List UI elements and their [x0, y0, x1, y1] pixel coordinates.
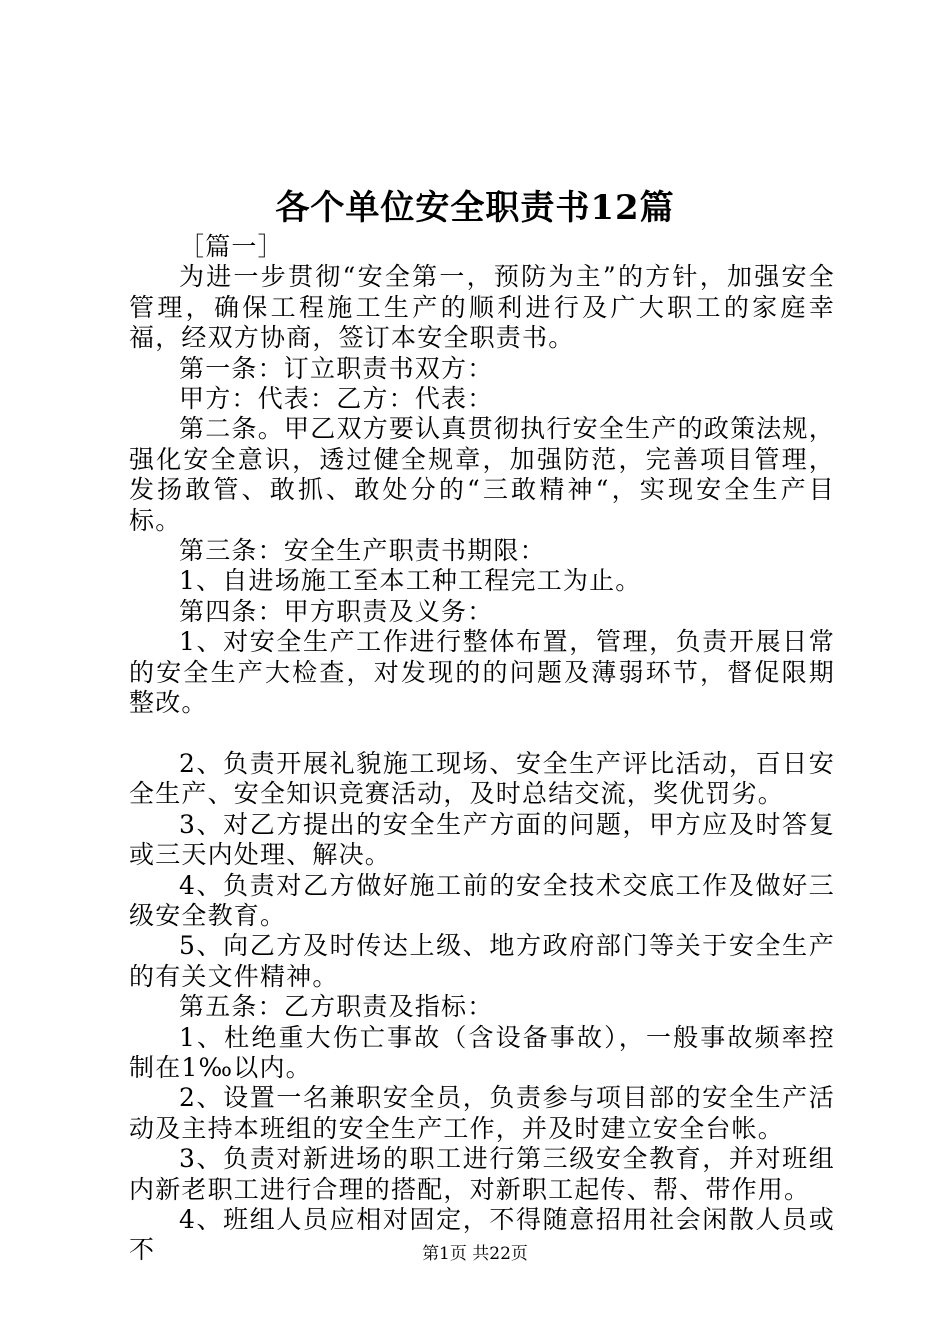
paragraph: 第三条：安全生产职责书期限：: [179, 536, 546, 566]
page-footer: 第1页 共22页: [422, 1244, 528, 1264]
paragraph: 3、负责对新进场的职工进行第三级安全教育，并对班组内新老职工进行合理的搭配，对新职工起传、帮、带作用。: [129, 1144, 835, 1204]
paragraph: 2、负责开展礼貌施工现场、安全生产评比活动，百日安全生产、安全知识竞赛活动，及时总结交流，奖优罚劣。: [129, 748, 835, 809]
document-body: [129, 232, 835, 1266]
blank-line: [129, 719, 835, 749]
paragraph: 1、自进场施工至本工种工程完工为止。: [179, 566, 642, 596]
paragraph: 2、设置一名兼职安全员，负责参与项目部的安全生产活动及主持本班组的安全生产工作，并及时建立安全台帐。: [129, 1083, 835, 1143]
paragraph: 4、负责对乙方做好施工前的安全技术交底工作及做好三级安全教育。: [129, 870, 835, 930]
section-label: ［篇一］: [179, 232, 284, 261]
paragraph: 第四条：甲方职责及义务：: [179, 596, 494, 626]
paragraph: 5、向乙方及时传达上级、地方政府部门等关于安全生产的有关文件精神。: [129, 931, 835, 991]
paragraph: 3、对乙方提出的安全生产方面的问题，甲方应及时答复或三天内处理、解决。: [129, 809, 835, 870]
paragraph: 第二条。甲乙双方要认真贯彻执行安全生产的政策法规，强化安全意识，透过健全规章，加强防范，完善项目管理，发扬敢管、敢抓、敢处分的“三敢精神“，实现安全生产目标。: [129, 414, 835, 535]
paragraph: 1、对安全生产工作进行整体布置，管理，负责开展日常的安全生产大检查，对发现的的问题及薄弱环节，督促限期整改。: [129, 627, 835, 718]
paragraph: 1、杜绝重大伤亡事故（含设备事故），一般事故频率控制在1‰以内。: [129, 1022, 835, 1082]
paragraph: 第五条：乙方职责及指标：: [179, 992, 494, 1022]
paragraph: 4、班组人员应相对固定，不得随意招用社会闲散人员或不: [129, 1204, 835, 1265]
paragraph: 为进一步贯彻“安全第一，预防为主”的方针，加强安全管理，确保工程施工生产的顺利进行及广大职工的家庭幸福，经双方协商，签订本安全职责书。: [129, 262, 835, 353]
paragraph: 甲方：代表：乙方：代表：: [179, 384, 494, 414]
paragraph: 第一条：订立职责书双方：: [179, 353, 494, 383]
document-title: 各个单位安全职责书12篇: [275, 188, 675, 228]
